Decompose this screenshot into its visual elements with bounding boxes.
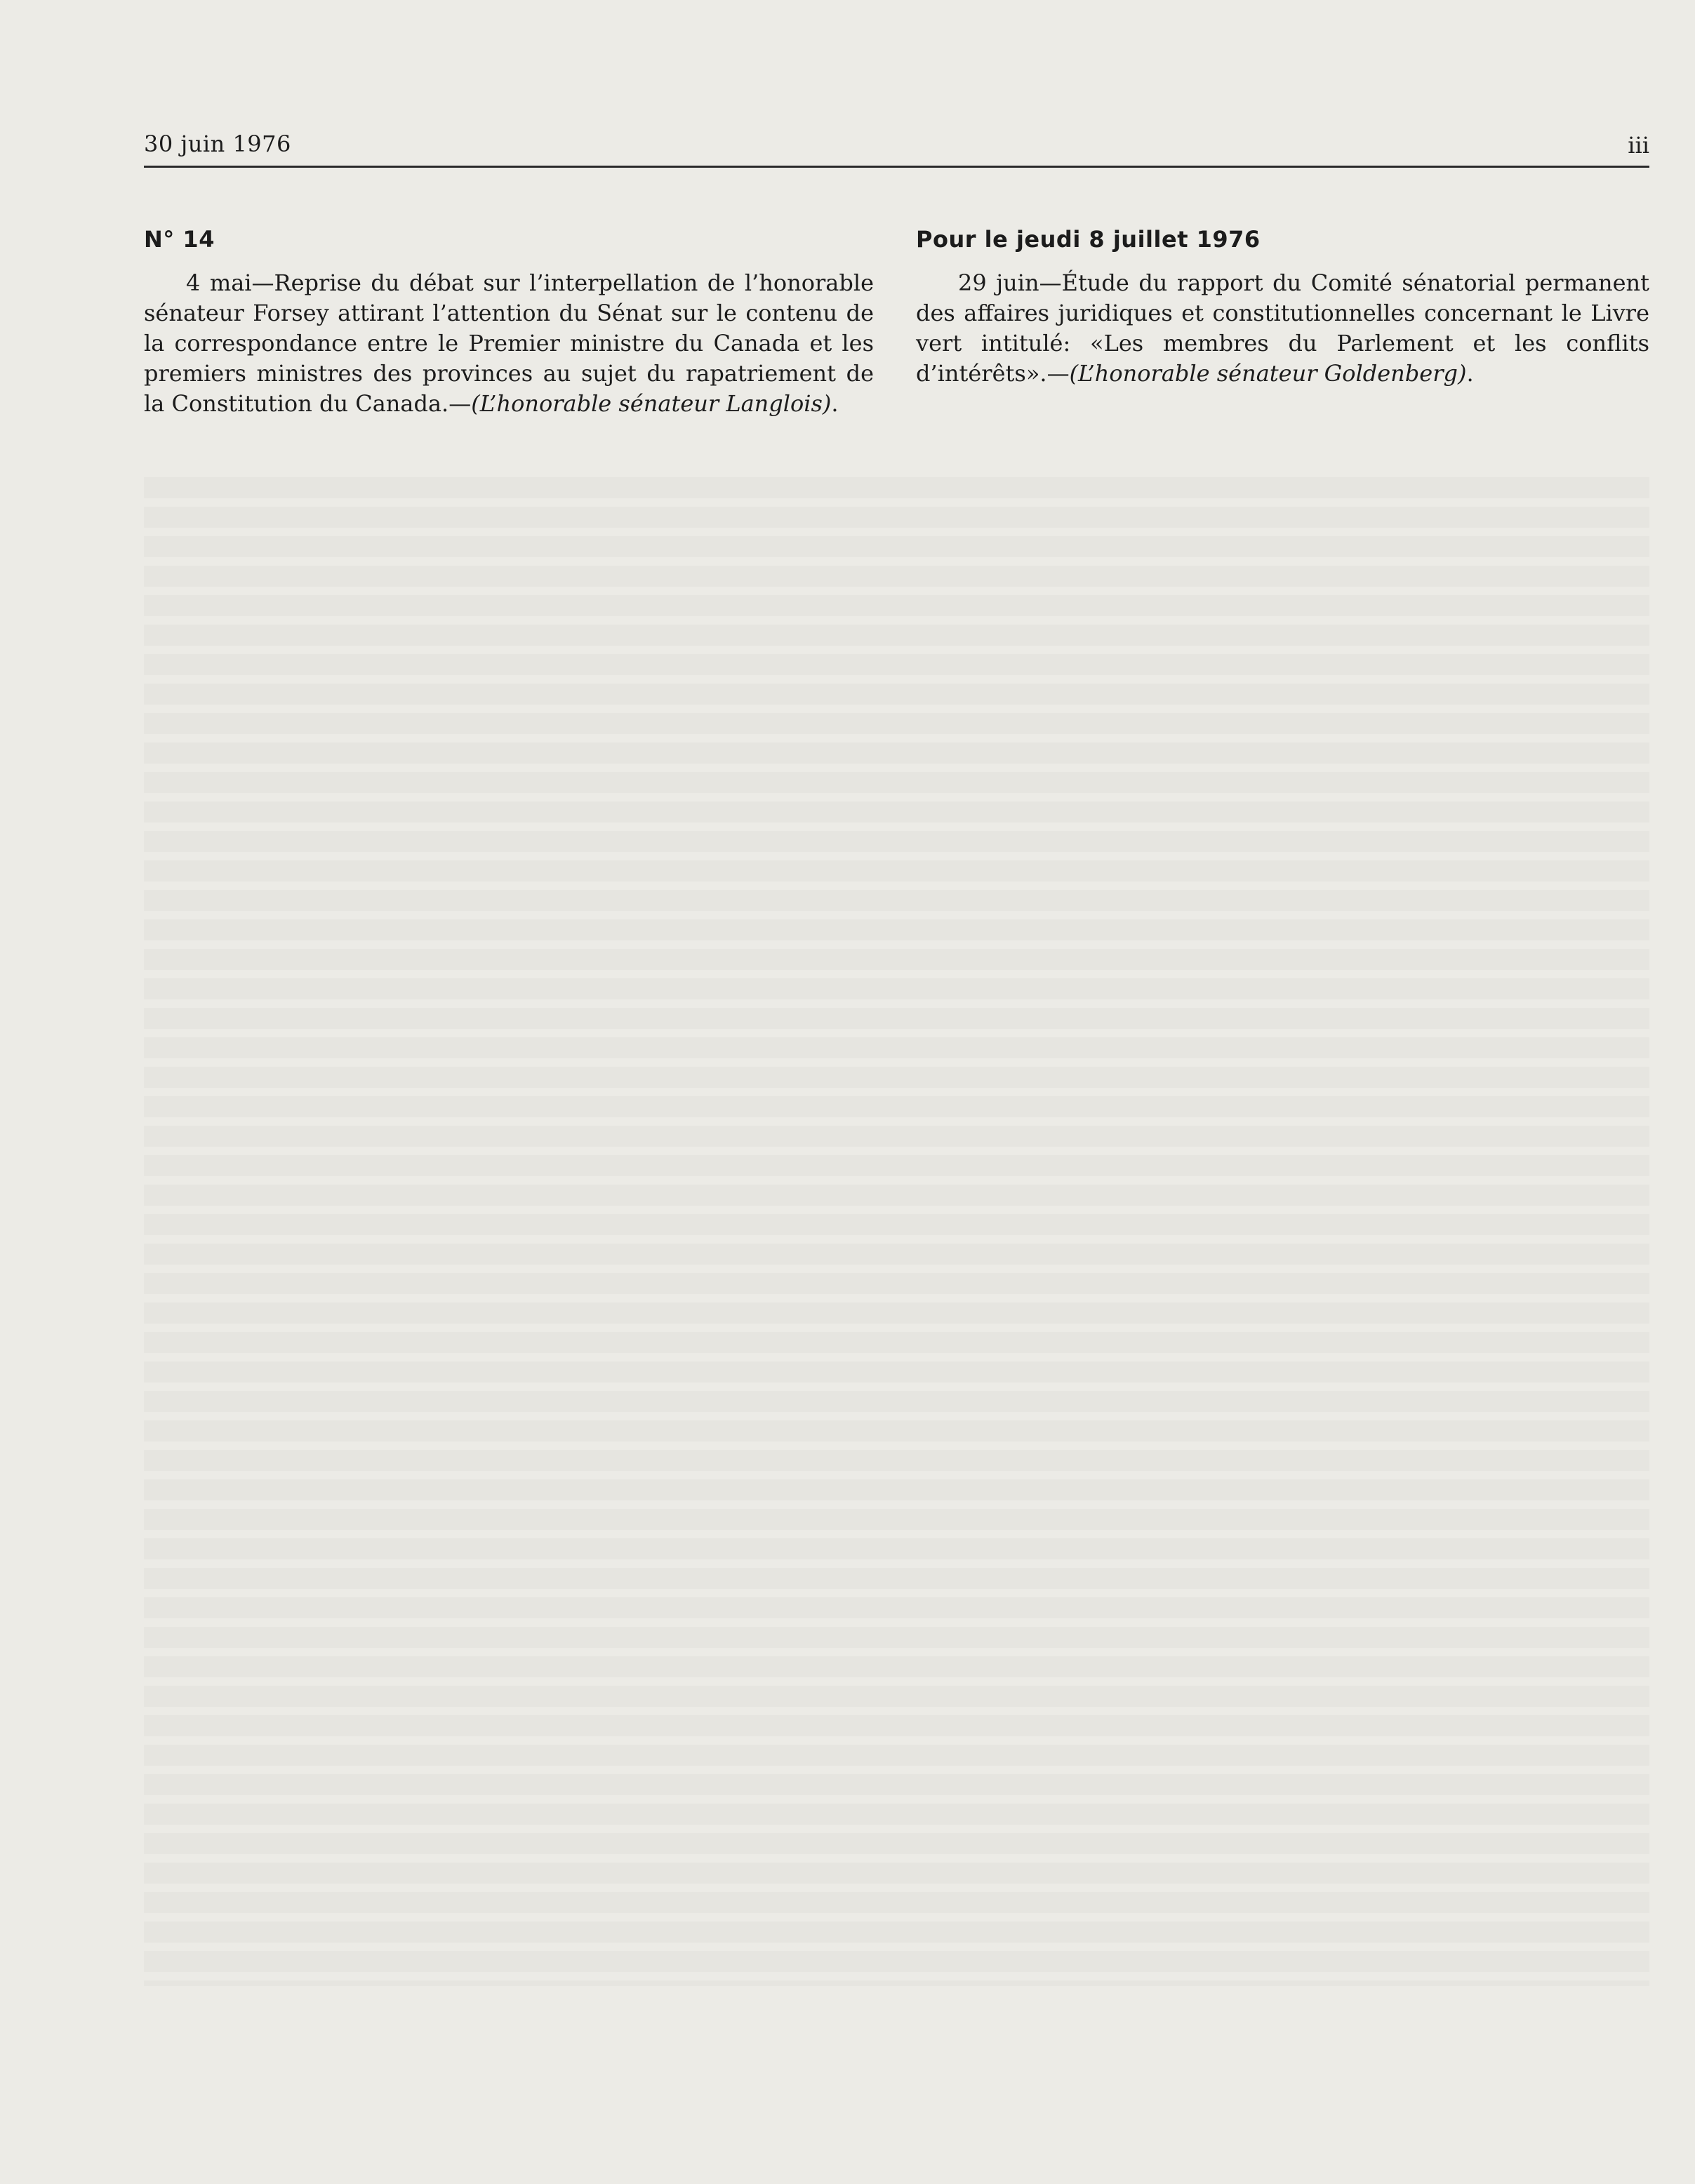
left-column: [144, 226, 874, 419]
entry-credit: (L’honorable sénateur Goldenberg): [1069, 360, 1467, 387]
order-entry: [916, 268, 1649, 389]
entry-end: .: [1466, 360, 1474, 387]
order-number-heading: N° 14: [144, 226, 215, 253]
entry-text: 29 juin—Étude du rapport du Comité sénatorial permanent des affaires juridiques et constitutionnelles concernant le Livre vert intitulé: «Les membres du Parlement et les conflits d’intérêts».—: [916, 269, 1649, 387]
entry-credit: (L’honorable sénateur Langlois): [471, 390, 832, 417]
order-entry: [144, 268, 874, 419]
page-number: iii: [1628, 132, 1649, 159]
page-header: [144, 131, 1649, 168]
entry-end: .: [831, 390, 839, 417]
entry-text: 4 mai—Reprise du débat sur l’interpellation de l’honorable sénateur Forsey attirant l’attention du Sénat sur le contenu de la correspondance entre le Premier ministre du Canada et les premiers ministres des provinces au sujet du rapatriement de la Constitution du Canada.—: [144, 269, 874, 417]
date-heading: Pour le jeudi 8 juillet 1976: [916, 226, 1261, 253]
header-date: 30 juin 1976: [144, 131, 291, 157]
reverse-side-bleed-through: [144, 477, 1649, 1986]
right-column: [916, 226, 1649, 389]
